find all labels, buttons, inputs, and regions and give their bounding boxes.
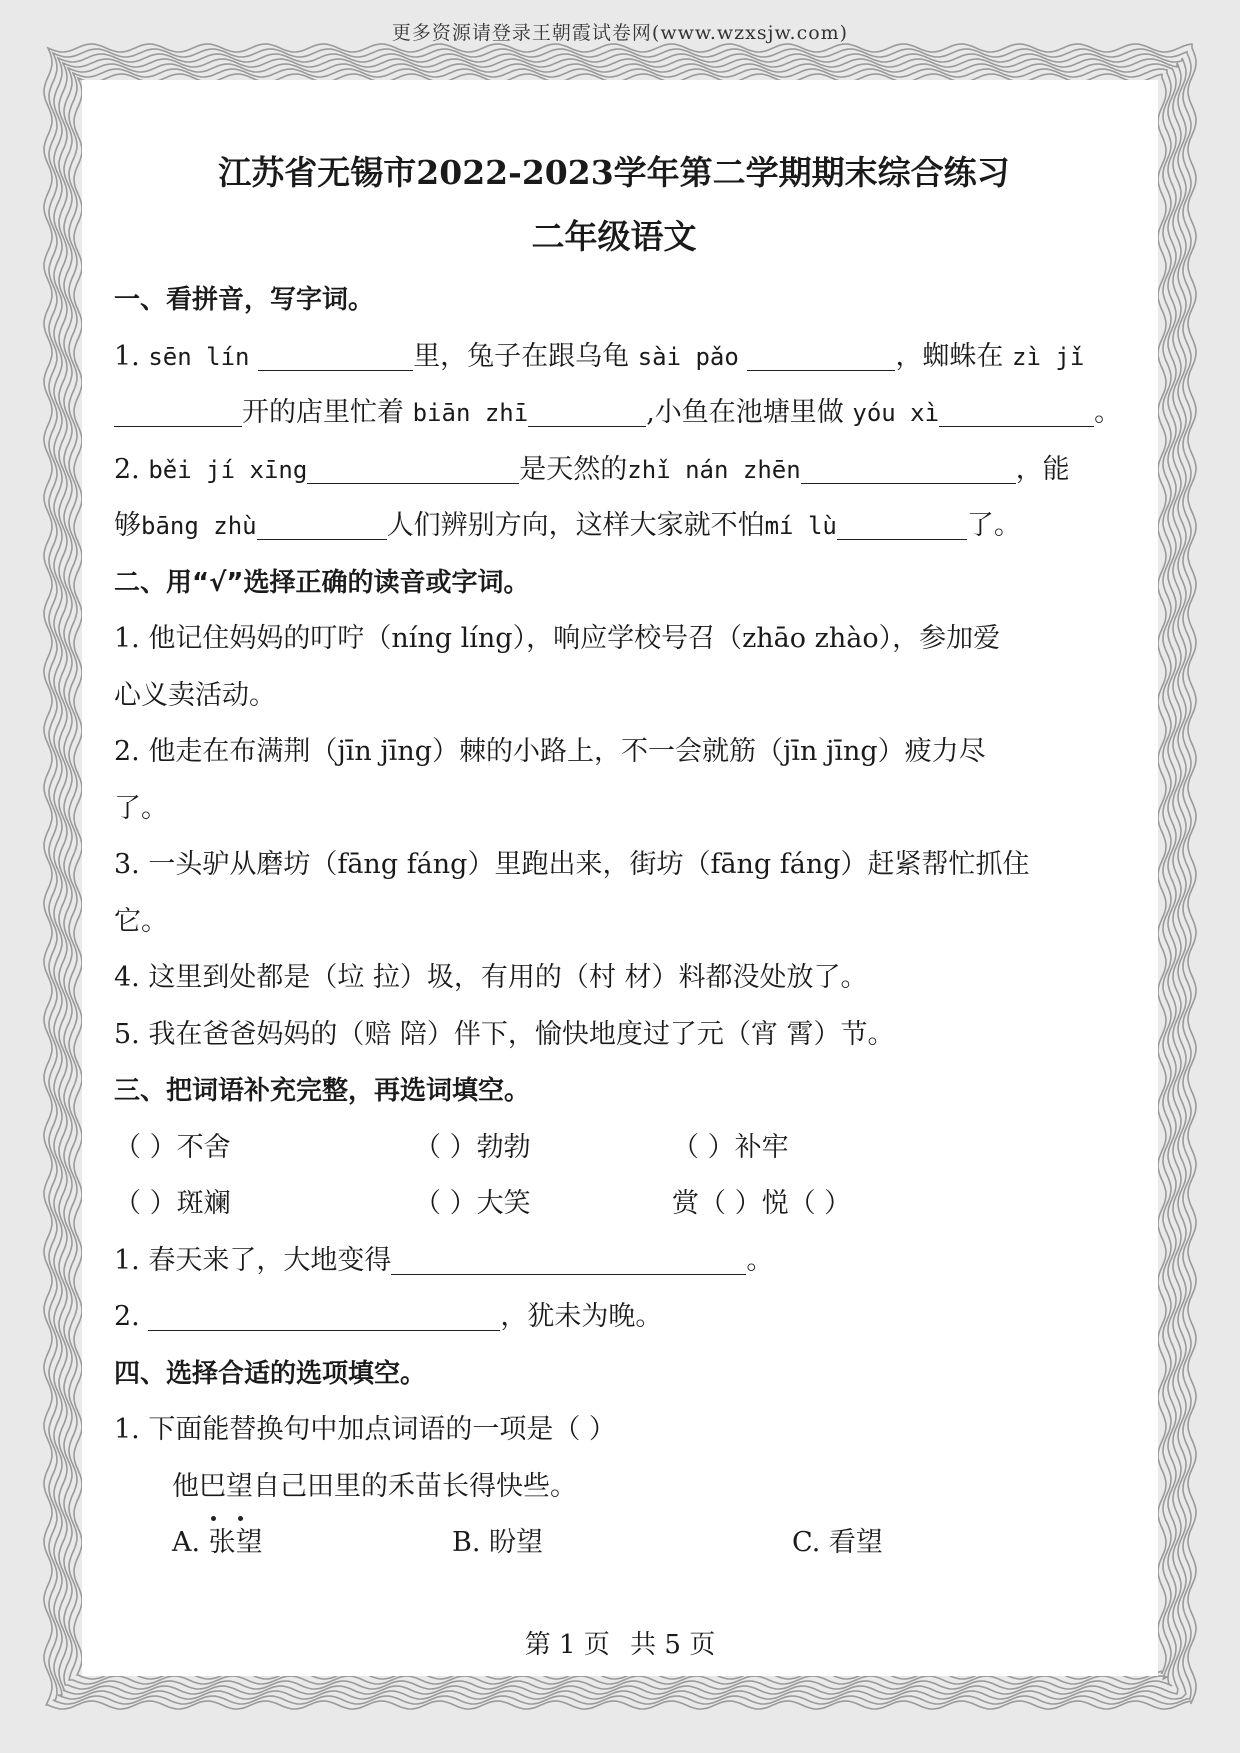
answer-blank[interactable] [307,449,519,484]
s2-line: 了。 [114,792,168,824]
s4-options [114,1515,1134,1572]
answer-blank[interactable] [114,392,242,427]
s2-line[interactable]: 3. 一头驴从磨坊（fāng fáng）里跑出来，街坊（fāng fáng）赶紧帮忙抓住 [114,849,1030,880]
answer-blank[interactable] [148,1296,500,1331]
s3-question-1 [114,1233,1134,1290]
answer-blank[interactable] [258,336,413,371]
s1-line-2 [114,385,1134,442]
text: 人们辨别方向，这样大家就不怕 [386,510,765,541]
idiom-fill[interactable]: （ ）勃勃 [414,1131,531,1163]
s1-line-3 [114,442,1134,499]
site-banner: 更多资源请登录王朝霞试卷网(www.wzxsjw.com) [391,22,849,44]
page-total: 共 5 页 [630,1630,716,1660]
text: 1. [114,340,149,372]
pinyin: sài pǎo [637,342,739,371]
answer-blank[interactable] [391,1240,746,1275]
dotted-char: 巴 [199,1459,226,1516]
s2-line[interactable]: 4. 这里到处都是（垃 拉）圾，有用的（村 材）料都没处放了。 [114,962,868,993]
s4-question-1: 1. 下面能替换句中加点词语的一项是（ ） [114,1414,616,1445]
answer-blank[interactable] [837,505,967,540]
text: ，蜘蛛在 [895,340,1004,372]
text: ，犹未为晚。 [500,1301,663,1332]
s2-line[interactable]: 5. 我在爸爸妈妈的（赔 陪）伴下，愉快地度过了元（宵 霄）节。 [114,1018,895,1050]
word-row-1 [114,1120,1134,1177]
pinyin: biān zhī [412,399,529,427]
pinyin: sēn lín [148,342,250,371]
answer-blank[interactable] [257,505,387,540]
pinyin: zhǐ nán zhēn [627,455,801,484]
answer-blank[interactable] [801,449,1016,484]
s3-question-2 [114,1289,1134,1346]
idiom-fill[interactable]: （ ）大笑 [414,1188,531,1219]
s4-sentence [114,1459,1134,1516]
idiom-fill[interactable]: 赏（ ）悦（ ） [672,1188,852,1219]
answer-blank[interactable] [528,392,646,427]
text: 了。 [966,510,1021,541]
answer-blank[interactable] [939,392,1094,427]
word-row-2 [114,1176,1134,1233]
section-4-heading: 四、选择合适的选项填空。 [114,1358,427,1389]
page-subtitle: 二年级语文 [531,217,697,256]
text: 是天然的 [519,453,628,485]
s2-line: 心义卖活动。 [114,679,276,711]
text: 。 [1094,397,1122,428]
exam-content [114,140,1134,1572]
s2-line: 它。 [114,905,168,937]
text: 开的店里忙着 [242,397,404,428]
section-1-heading: 一、看拼音，写字词。 [114,285,375,315]
text: 。 [746,1244,774,1276]
pinyin: zì jǐ [1012,342,1085,371]
text: 2. [114,1301,149,1332]
text: 够 [114,510,141,541]
pinyin: běi jí xīng [148,455,308,484]
dotted-char: 望 [226,1459,253,1516]
text: 1. 春天来了，大地变得 [114,1244,392,1276]
idiom-fill[interactable]: （ ）不舍 [114,1131,231,1163]
s1-line-4 [114,498,1134,555]
text: 他 [172,1470,199,1502]
section-2-heading: 二、用“√”选择正确的读音或字词。 [114,567,530,598]
s2-line[interactable]: 1. 他记住妈妈的叮咛（níng líng），响应学校号召（zhāo zhào），参加爱 [114,623,1001,654]
text: 自己田里的禾苗长得快些。 [253,1470,577,1502]
text: 里，兔子在跟乌龟 [413,340,630,372]
pinyin: bāng zhù [141,512,257,540]
option-c[interactable]: C. 看望 [792,1527,883,1558]
text: ,小鱼在池塘里做 [646,397,844,428]
page-title: 江苏省无锡市2022-2023学年第二学期期末综合练习 [218,153,1010,192]
idiom-fill[interactable]: （ ）斑斓 [114,1188,231,1219]
section-3-heading: 三、把词语补充完整，再选词填空。 [114,1076,531,1106]
page-footer [0,1624,1240,1661]
text: 2. [114,453,149,485]
pinyin: mí lù [764,512,837,540]
idiom-fill[interactable]: （ ）补牢 [672,1131,789,1163]
s2-line[interactable]: 2. 他走在布满荆（jīn jīng）棘的小路上，不一会就筋（jīn jīng）疲力尽 [114,736,986,767]
answer-blank[interactable] [747,336,895,371]
option-a[interactable]: A. 张望 [172,1527,263,1558]
text: ，能 [1015,453,1070,485]
s1-line-1 [114,329,1134,386]
pinyin: yóu xì [852,399,940,427]
page-number: 第 1 页 [524,1630,610,1660]
option-b[interactable]: B. 盼望 [452,1527,544,1558]
